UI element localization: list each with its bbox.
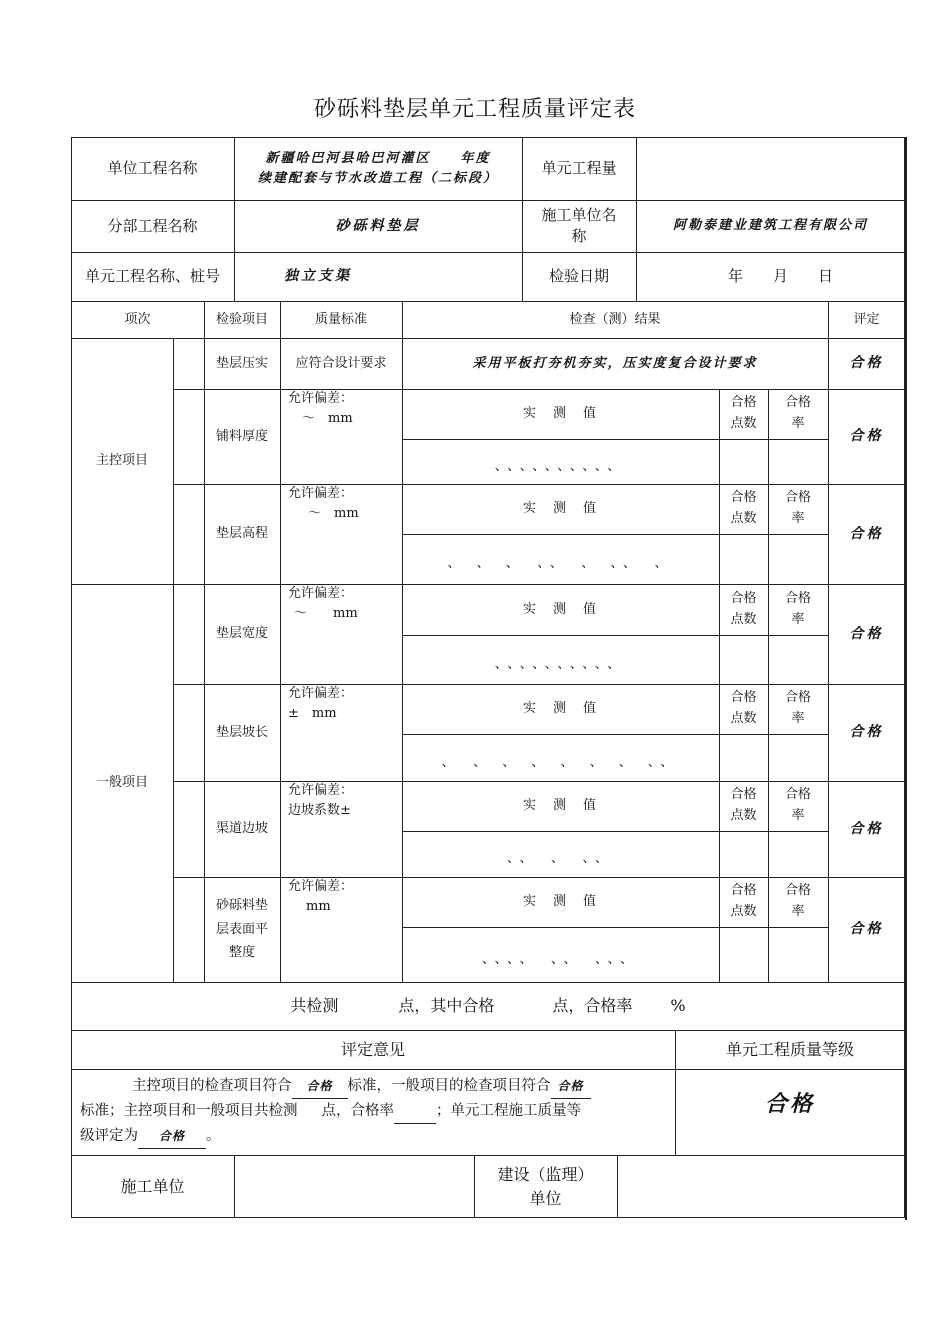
pass-rate-header-line2: 率 xyxy=(791,416,805,431)
pass-points-header-line2: 点数 xyxy=(730,611,757,627)
group-general: 一般项目 xyxy=(95,775,148,791)
opinion-text-1a: 主控项目的检查项目符合 xyxy=(132,1078,292,1094)
pass-points-header-line2: 点数 xyxy=(730,416,757,431)
measured-values-thickness: 、、、、、、、、、、 xyxy=(494,458,627,474)
pass-points-header-line2: 点数 xyxy=(730,511,757,526)
standard-flatness-line1: 允许偏差： xyxy=(288,879,354,894)
grade-label: 单元工程质量等级 xyxy=(725,1039,854,1059)
check-item-width: 垫层宽度 xyxy=(215,626,268,642)
pass-rate-header-line2: 率 xyxy=(791,611,805,627)
page-title: 砂砾料垫层单元工程质量评定表 xyxy=(313,97,636,122)
measured-values-slope-length: 、 、 、 、 、 、 、 、、 xyxy=(441,754,680,770)
standard-flatness-line2: mm xyxy=(306,898,331,914)
opinion-fill-grade: 合格 xyxy=(138,1124,206,1149)
opinion-text-2c: ；单元工程施工质量等 xyxy=(436,1103,581,1119)
contractor-label-line2: 称 xyxy=(571,227,587,245)
pass-points-header-line2: 点数 xyxy=(730,904,757,919)
signoff-supervisor-signature xyxy=(617,1155,905,1218)
unit-project-value-line1: 新疆哈巴河县哈巴河灌区 年度 xyxy=(265,151,491,166)
signoff-supervisor-line1: 建设（监理） xyxy=(497,1164,594,1184)
signoff-contractor-label: 施工单位 xyxy=(120,1176,185,1196)
measured-label: 实 测 值 xyxy=(522,894,598,910)
rating-channel-slope: 合格 xyxy=(849,820,884,837)
check-item-flatness-line2: 层表面平 xyxy=(215,921,268,937)
standard-slope-length xyxy=(288,684,402,781)
unit-quantity-label: 单元工程量 xyxy=(541,159,617,178)
pass-points-header xyxy=(719,389,768,439)
pass-rate-header-line1: 合格 xyxy=(784,883,811,899)
opinion-text-1b: 标准，一般项目的检查项目符合 xyxy=(347,1078,551,1094)
standard-channel-slope-line2: 边坡系数± xyxy=(288,802,351,818)
col-result: 检查（测）结果 xyxy=(569,311,661,327)
pass-rate-header-line2: 率 xyxy=(791,904,805,919)
check-item-flatness-line3: 整度 xyxy=(228,945,255,961)
pass-points-header xyxy=(719,781,768,831)
summary-percent: % xyxy=(670,996,686,1015)
inspection-date-value: 年 月 日 xyxy=(727,267,833,286)
opinion-label: 评定意见 xyxy=(340,1039,405,1059)
pass-rate-header-line2: 率 xyxy=(791,711,805,726)
col-standard: 质量标准 xyxy=(314,311,367,327)
rating-flatness: 合格 xyxy=(849,921,884,937)
opinion-text-2a: 标准；主控项目和一般项目共检测 xyxy=(80,1103,298,1119)
measured-label: 实 测 值 xyxy=(522,601,598,617)
standard-slope-length-line2: ± mm xyxy=(288,705,337,721)
col-item-no: 项次 xyxy=(124,311,151,327)
measured-label: 实 测 值 xyxy=(522,501,598,517)
pass-rate-header-line1: 合格 xyxy=(784,395,811,411)
pass-points-header xyxy=(719,877,768,927)
standard-flatness xyxy=(288,877,402,982)
rating-compaction: 合格 xyxy=(849,355,884,371)
col-check-item: 检验项目 xyxy=(215,311,268,327)
pass-rate-header-line1: 合格 xyxy=(784,590,811,606)
pass-points-header-line1: 合格 xyxy=(730,395,757,411)
sub-project-label: 分部工程名称 xyxy=(107,216,198,235)
pass-rate-header-line2: 率 xyxy=(791,511,805,526)
pass-points-header-line1: 合格 xyxy=(730,590,757,606)
result-compaction: 采用平板打夯机夯实，压实度复合设计要求 xyxy=(472,355,758,371)
check-item-flatness-line1: 砂砾料垫 xyxy=(215,898,268,914)
opinion-text-3a: 级评定为 xyxy=(80,1128,138,1144)
pass-rate-header xyxy=(768,584,828,635)
pass-rate-header-line1: 合格 xyxy=(784,490,811,506)
pass-rate-header-line1: 合格 xyxy=(784,690,811,706)
rating-thickness: 合格 xyxy=(849,428,884,444)
unit-project-value xyxy=(234,137,522,200)
standard-width-line1: 允许偏差： xyxy=(288,586,354,601)
pass-rate-header xyxy=(768,484,828,534)
measured-values-flatness: 、、、、 、、 、、、 xyxy=(481,951,639,967)
unit-project-label: 单位工程名称 xyxy=(107,159,198,178)
standard-thickness-line2: ～ mm xyxy=(302,410,353,426)
pass-rate-header-line1: 合格 xyxy=(784,787,811,803)
standard-slope-length-line1: 允许偏差： xyxy=(288,686,354,701)
standard-width-line2: ～ mm xyxy=(294,605,358,621)
pass-points-header xyxy=(719,484,768,534)
element-label: 单元工程名称、桩号 xyxy=(84,267,220,286)
pass-rate-header xyxy=(768,877,828,927)
standard-elevation-line2: ～ mm xyxy=(308,505,359,521)
check-item-thickness: 铺料厚度 xyxy=(215,428,268,444)
unit-quantity-value xyxy=(636,137,905,200)
standard-compaction: 应符合设计要求 xyxy=(295,355,387,371)
summary-pass-rate: 点，合格率 xyxy=(552,996,633,1015)
contractor-label-line1: 施工单位名 xyxy=(541,206,617,224)
opinion-text xyxy=(80,1074,670,1149)
pass-rate-header xyxy=(768,781,828,831)
standard-channel-slope xyxy=(288,781,402,877)
pass-points-header-line2: 点数 xyxy=(730,711,757,726)
standard-thickness xyxy=(288,389,402,484)
opinion-fill-general: 合格 xyxy=(551,1074,591,1099)
check-item-flatness xyxy=(204,877,280,982)
pass-points-header-line1: 合格 xyxy=(730,490,757,506)
pass-points-header xyxy=(719,584,768,635)
pass-points-header-line1: 合格 xyxy=(730,787,757,803)
element-value: 独立支渠 xyxy=(284,268,352,284)
check-item-compaction: 垫层压实 xyxy=(215,355,268,371)
opinion-fill-main: 合格 xyxy=(292,1074,348,1099)
inspection-date-label: 检验日期 xyxy=(548,267,609,286)
grade-value: 合格 xyxy=(764,1091,815,1117)
standard-channel-slope-line1: 允许偏差： xyxy=(288,783,354,798)
pass-rate-header xyxy=(768,684,828,734)
pass-points-header-line2: 点数 xyxy=(730,808,757,823)
standard-elevation-line1: 允许偏差： xyxy=(288,486,354,501)
measured-values-elevation: 、 、 、 、、 、 、、 、 xyxy=(447,556,674,572)
pass-rate-header-line2: 率 xyxy=(791,808,805,823)
pass-points-header xyxy=(719,684,768,734)
sub-project-value: 砂砾料垫层 xyxy=(335,217,421,234)
check-item-elevation: 垫层高程 xyxy=(215,526,268,542)
check-item-slope-length: 垫层坡长 xyxy=(215,724,268,740)
measured-values-width: 、、、、、、、、、、 xyxy=(494,656,627,672)
signoff-supervisor-line2: 单位 xyxy=(529,1188,562,1208)
summary-line xyxy=(71,982,905,1030)
standard-elevation xyxy=(288,484,402,584)
pass-rate-header xyxy=(768,389,828,439)
group-main-control: 主控项目 xyxy=(95,453,148,469)
col-rating: 评定 xyxy=(853,311,880,327)
measured-label: 实 测 值 xyxy=(522,406,598,422)
pass-points-header-line1: 合格 xyxy=(730,690,757,706)
standard-thickness-line1: 允许偏差： xyxy=(288,391,354,406)
opinion-text-3b: 。 xyxy=(206,1128,221,1144)
unit-project-value-line2: 续建配套与节水改造工程（二标段） xyxy=(257,170,498,186)
rating-width: 合格 xyxy=(849,625,884,642)
summary-total: 共检测 xyxy=(290,996,339,1015)
rating-slope-length: 合格 xyxy=(849,724,884,740)
signoff-supervisor-label xyxy=(474,1155,617,1218)
contractor-label xyxy=(522,200,636,252)
pass-points-header-line1: 合格 xyxy=(730,883,757,899)
table-edge-shadow xyxy=(905,137,907,1220)
measured-label: 实 测 值 xyxy=(522,701,598,717)
opinion-text-2b: 点，合格率 xyxy=(321,1103,394,1119)
rating-elevation: 合格 xyxy=(849,525,884,542)
check-item-channel-slope: 渠道边坡 xyxy=(215,821,268,837)
summary-pass-points: 点，其中合格 xyxy=(398,996,495,1015)
signoff-contractor-signature xyxy=(234,1155,474,1218)
measured-values-channel-slope: 、、 、 、、 xyxy=(506,851,614,867)
measured-label: 实 测 值 xyxy=(522,798,598,814)
standard-width xyxy=(288,584,402,684)
contractor-value: 阿勒泰建业建筑工程有限公司 xyxy=(672,218,868,234)
